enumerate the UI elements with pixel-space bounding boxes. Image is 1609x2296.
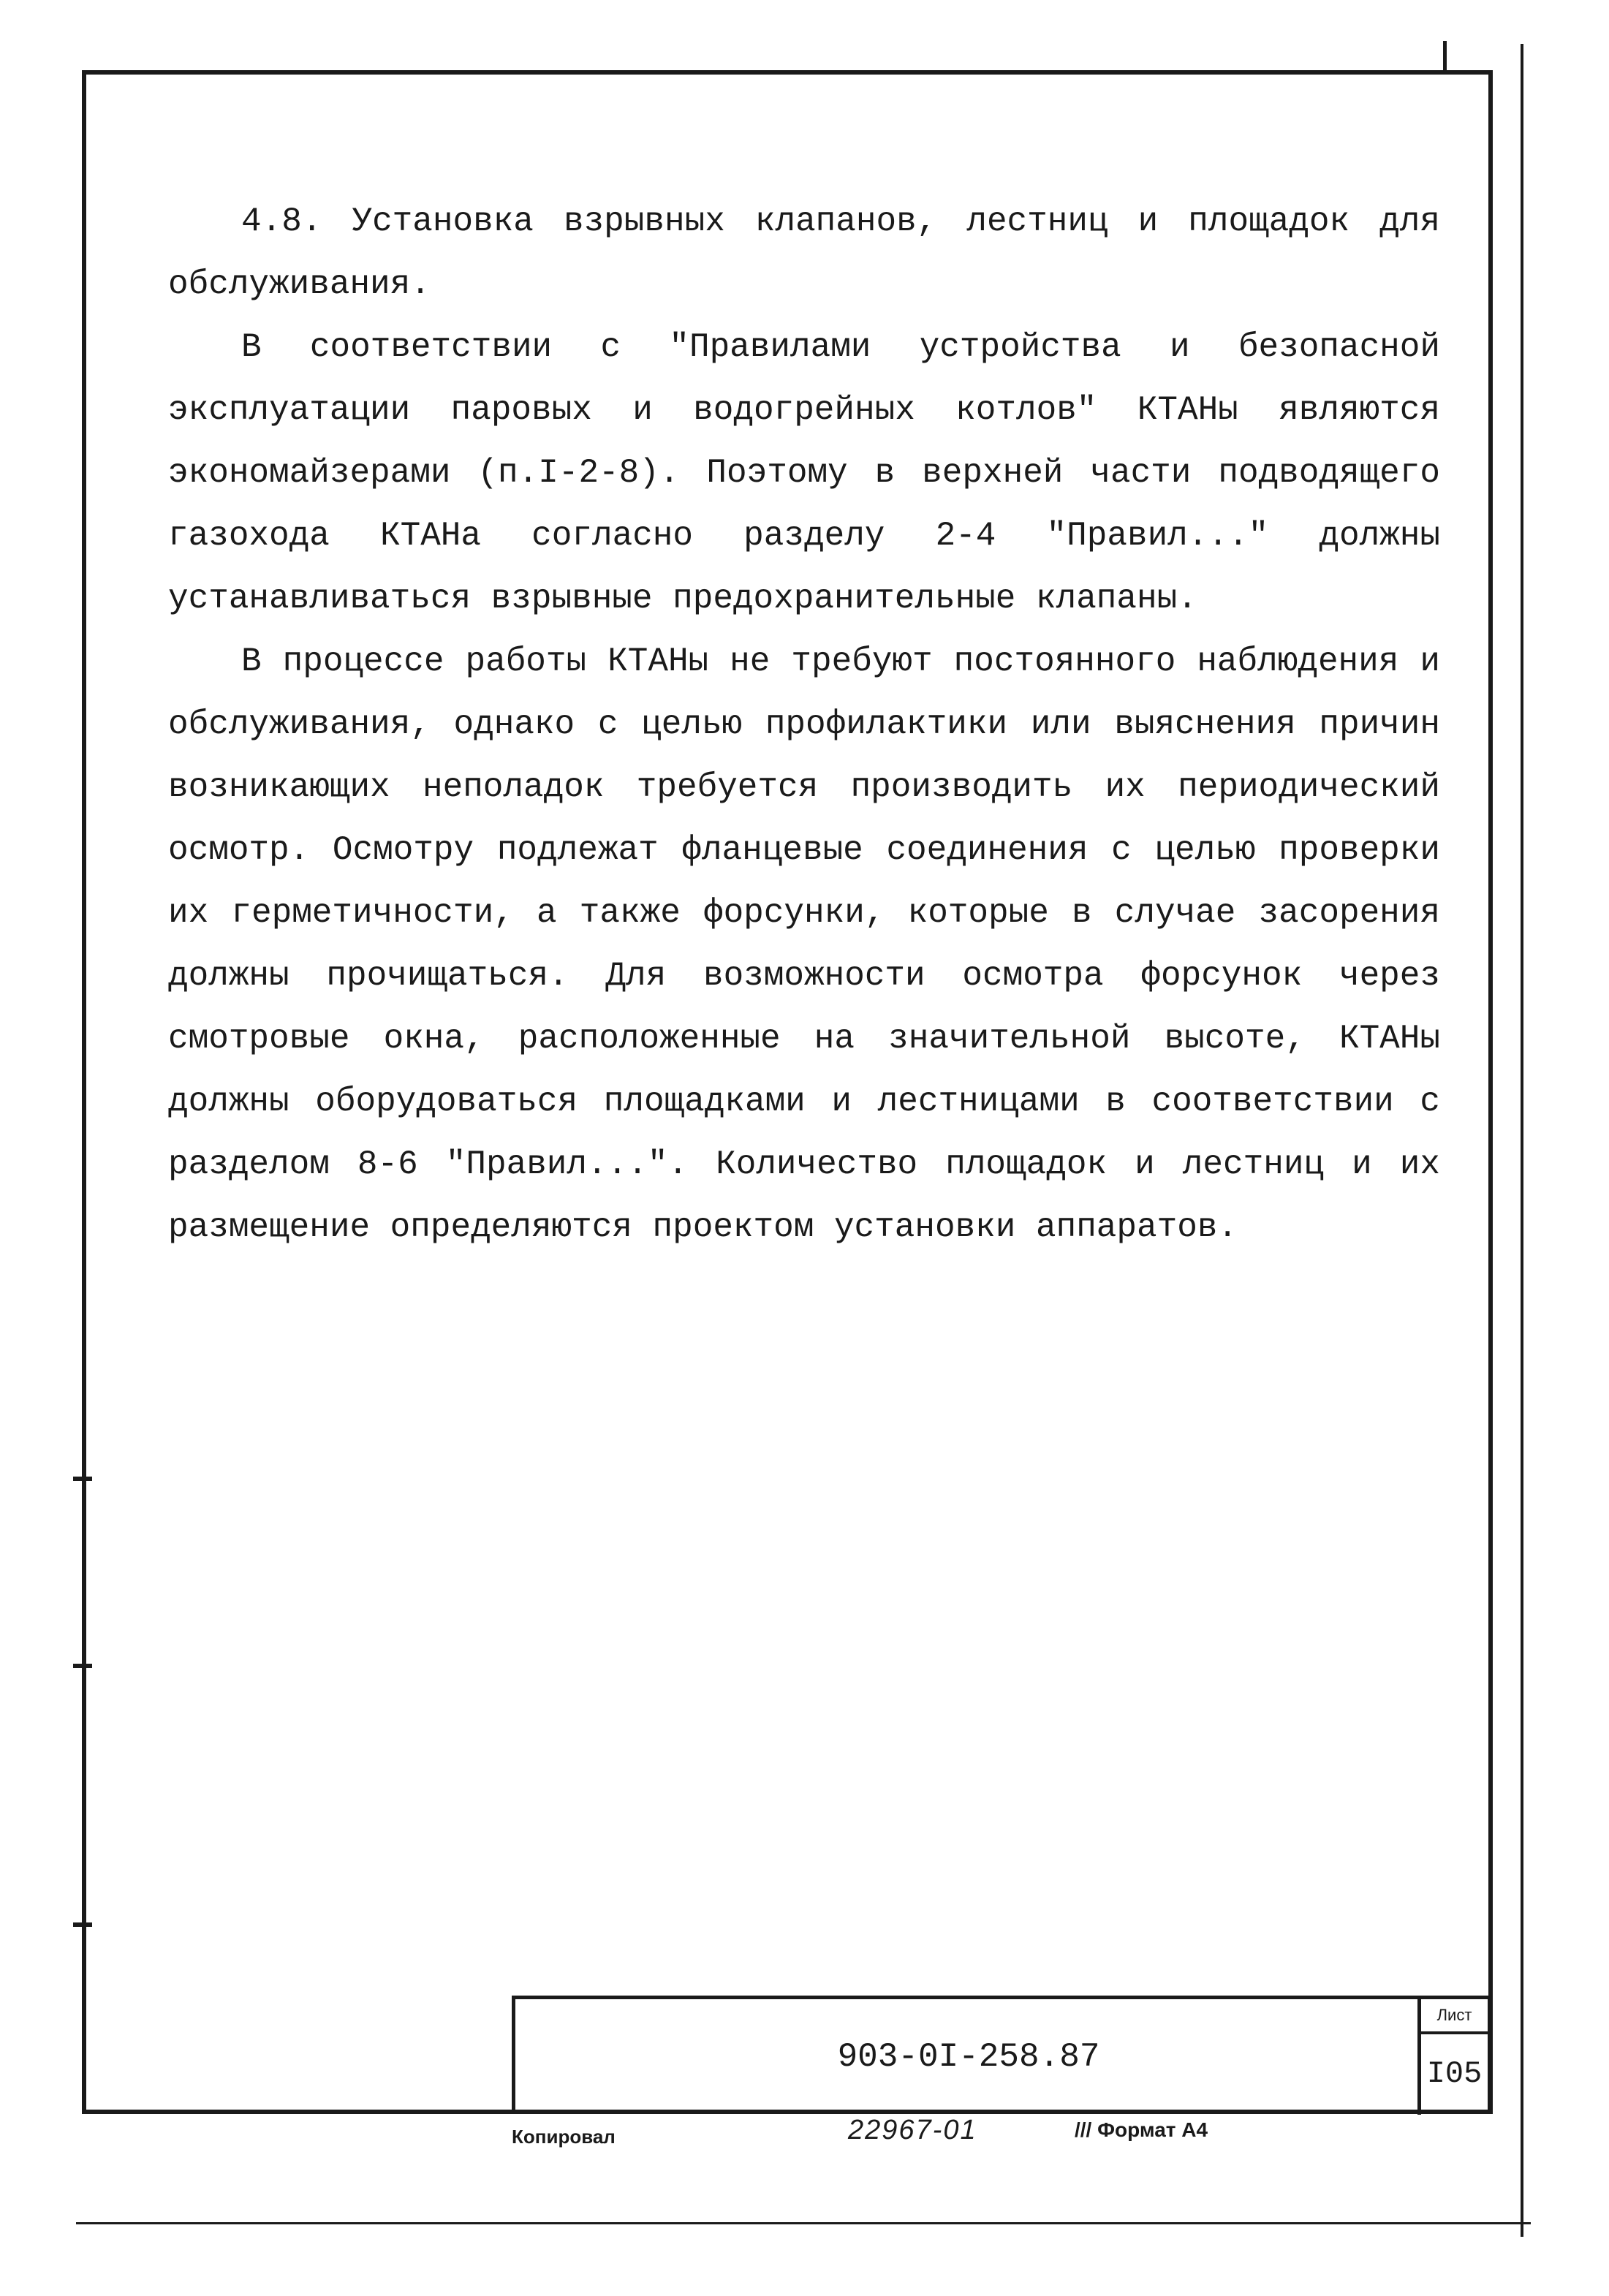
document-body bbox=[168, 190, 1440, 1259]
document-code: 903-0I-258.87 bbox=[837, 2038, 1100, 2076]
paper-format-label: /// Формат А4 bbox=[1075, 2118, 1208, 2141]
sheet-number-cell bbox=[1417, 1999, 1488, 2115]
sheet-number: I05 bbox=[1426, 2056, 1483, 2091]
bottom-trim-line bbox=[76, 2222, 1531, 2224]
paragraph-maintenance: В процессе работы КТАНы не требуют постоянного наблюдения и обслуживания, однако с целью профилактики или выяснения причин возникающих неполадок требуется производить их периодический осмотр. Осмотру подлежат фланцевые соединения с целью проверки их герметичности, а также форсунки, которые в случае засорения должны прочищаться. Для возможности осмотра форсунок через смотровые окна, расположенные на значительной высоте, КТАНы должны оборудоваться площадками и лестницами в соответствии с разделом 8-6 "Правил...". Количество площадок и лестниц и их размещение определяются проектом установки аппаратов. bbox=[168, 643, 1440, 1246]
section-heading: 4.8. Установка взрывных клапанов, лестниц и площадок для обслуживания. bbox=[168, 202, 1440, 303]
outer-frame-right-line bbox=[1521, 44, 1523, 2237]
order-number: 22967-01 bbox=[848, 2115, 977, 2145]
title-block-stamp bbox=[512, 1996, 1491, 2111]
sheet-label: Лист bbox=[1421, 1999, 1488, 2034]
paragraph-regulations: В соответствии с "Правилами устройства и безопасной эксплуатации паровых и водогрейных котлов" КТАНы являются экономайзерами (п.I-2-8). Поэтому в верхней части подводящего газохода КТАНа согласно разделу 2-4 "Правил..." должны устанавливаться взрывные предохранительные клапаны. bbox=[168, 328, 1440, 618]
top-frame-tick bbox=[1443, 41, 1447, 72]
copied-by-label: Копировал bbox=[512, 2126, 616, 2148]
